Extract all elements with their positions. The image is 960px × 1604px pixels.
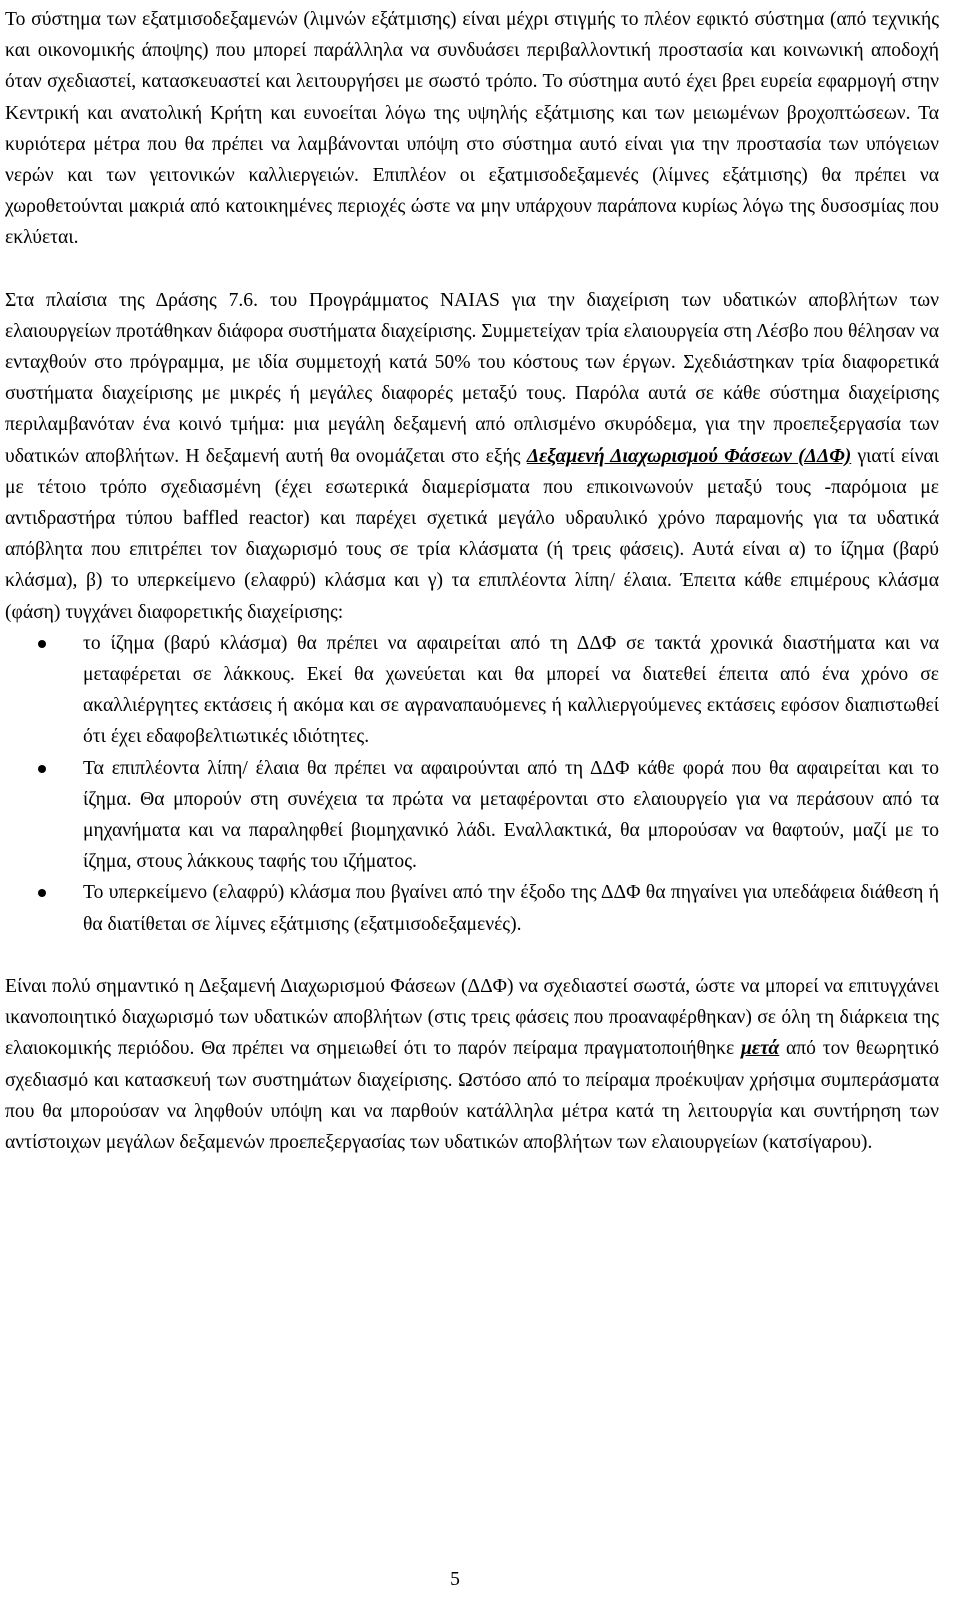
- paragraph-3-text-after: από τον θεωρητικό σχεδιασμό και κατασκευή των συστημάτων διαχείρισης. Ωστόσο από το πείραμα προέκυψαν χρήσιμα συμπεράσματα που θα μπορούσαν να ληφθούν υπόψη και να παρθούν κατάλληλα μέτρα κατά τη λειτουργία και συντήρηση των αντίστοιχων μεγάλων δεξαμενών προεπεξεργασίας των υδατικών αποβλήτων των ελαιουργείων (κατσίγαρου).: [5, 1038, 939, 1153]
- fraction-management-list: [5, 628, 939, 940]
- bullet-icon: [38, 889, 46, 897]
- list-item-text: το ίζημα (βαρύ κλάσμα) θα πρέπει να αφαιρείται από τη ΔΔΦ σε τακτά χρονικά διαστήματα και να μεταφέρεται σε λάκκους. Εκεί θα χωνεύεται και θα μπορεί να διατεθεί έπειτα από ένα χρόνο σε ακαλλιέργητες εκτάσεις ή ακόμα και σε αγραναπαυόμενες ή καλλιεργούμενες εκτάσεις εφόσον διαπιστωθεί ότι έχει εδαφοβελτιωτικές ιδιότητες.: [83, 632, 939, 748]
- paragraph-design-importance: [5, 971, 939, 1158]
- after-emphasis-word: μετά: [741, 1038, 780, 1060]
- paragraph-naias-program: [5, 285, 939, 628]
- paragraph-evaporation-ponds: Το σύστημα των εξατμισοδεξαμενών (λιμνών εξάτμισης) είναι μέχρι στιγμής το πλέον εφικτό σύστημα (από τεχνικής και οικονομικής άποψης) που μπορεί παράλληλα να συνδυάσει περιβαλλοντική προστασία και κοινωνική αποδοχή όταν σχεδιαστεί, κατασκευαστεί και λειτουργήσει με σωστό τρόπο. Το σύστημα αυτό έχει βρει ευρεία εφαρμογή στην Κεντρική και ανατολική Κρήτη και ευνοείται λόγω της υψηλής εξάτμισης και των μειωμένων βροχοπτώσεων. Τα κυριότερα μέτρα που θα πρέπει να λαμβάνονται υπόψη στο σύστημα αυτό είναι για την προστασία των υπόγειων νερών και των γειτονικών καλλιεργειών. Επιπλέον οι εξατμισοδεξαμενές (λίμνες εξάτμισης) θα πρέπει να χωροθετούνται μακριά από κατοικημένες περιοχές ώστε να μην υπάρχουν παράπονα κυρίως λόγω της δυσοσμίας που εκλύεται.: [5, 9, 939, 249]
- list-item-text: Το υπερκείμενο (ελαφρύ) κλάσμα που βγαίνει από την έξοδο της ΔΔΦ θα πηγαίνει για υπεδάφεια διάθεση ή θα διατίθεται σε λίμνες εξάτμισης (εξατμισοδεξαμενές).: [83, 882, 939, 935]
- list-item: [5, 628, 939, 753]
- paragraph-2-text-before: Στα πλαίσια της Δράσης 7.6. του Προγράμματος NAIAS για την διαχείριση των υδατικών αποβλήτων των ελαιουργείων προτάθηκαν διάφορα συστήματα διαχείρισης. Συμμετείχαν τρία ελαιουργεία στη Λέσβο που θέλησαν να ενταχθούν στο πρόγραμμα, με ιδία συμμετοχή κατά 50% του κόστους των έργων. Σχεδιάστηκαν τρία διαφορετικά συστήματα διαχείρισης με μικρές ή μεγάλες διαφορές μεταξύ τους. Παρόλα αυτά σε κάθε σύστημα διαχείρισης περιλαμβανόταν ένα κοινό τμήμα: μια μεγάλη δεξαμενή από οπλισμένο σκυρόδεμα, για την προεπεξεργασία των υδατικών αποβλήτων. Η δεξαμενή αυτή θα ονομάζεται στο εξής: [5, 289, 939, 467]
- list-item: [5, 753, 939, 878]
- list-item: [5, 877, 939, 939]
- phase-separation-tank-term: Δεξαμενή Διαχωρισμού Φάσεων (ΔΔΦ): [526, 445, 852, 467]
- paragraph-2-text-after: γιατί είναι με τέτοιο τρόπο σχεδιασμένη (έχει εσωτερικά διαμερίσματα που επικοινωνούν μεταξύ τους -παρόμοια με αντιδραστήρα τύπου baffled reactor) και παρέχει σχετικά μεγάλο υδραυλικό χρόνο παραμονής για τα υδατικά απόβλητα που επιτρέπει τον διαχωρισμό τους σε τρία κλάσματα (ή τρεις φάσεις). Αυτά είναι α) το ίζημα (βαρύ κλάσμα), β) το υπερκείμενο (ελαφρύ) κλάσμα και γ) τα επιπλέοντα λίπη/ έλαια. Έπειτα κάθε επιμέρους κλάσμα (φάση) τυγχάνει διαφορετικής διαχείρισης:: [5, 445, 939, 623]
- list-item-text: Τα επιπλέοντα λίπη/ έλαια θα πρέπει να αφαιρούνται από τη ΔΔΦ κάθε φορά που θα αφαιρείται και το ίζημα. Θα μπορούν στη συνέχεια τα πρώτα να μεταφέρονται στο ελαιουργείο για να περάσουν από τα μηχανήματα και να παραληφθεί βιομηχανικό λάδι. Εναλλακτικά, θα μπορούσαν να θαφτούν, μαζί με το ίζημα, στους λάκκους ταφής του ιζήματος.: [83, 757, 939, 873]
- bullet-icon: [38, 765, 46, 773]
- document-page: [5, 4, 939, 1158]
- bullet-icon: [38, 640, 46, 648]
- page-number: 5: [450, 1569, 460, 1590]
- paragraph-3-text-before: Είναι πολύ σημαντικό η Δεξαμενή Διαχωρισμού Φάσεων (ΔΔΦ) να σχεδιαστεί σωστά, ώστε να μπορεί να επιτυγχάνει ικανοποιητικό διαχωρισμό των υδατικών αποβλήτων (στις τρεις φάσεις που προαναφέρθηκαν) σε όλη τη διάρκεια της ελαιοκομικής περιόδου. Θα πρέπει να σημειωθεί ότι το παρόν πείραμα πραγματοποιήθηκε: [5, 975, 939, 1060]
